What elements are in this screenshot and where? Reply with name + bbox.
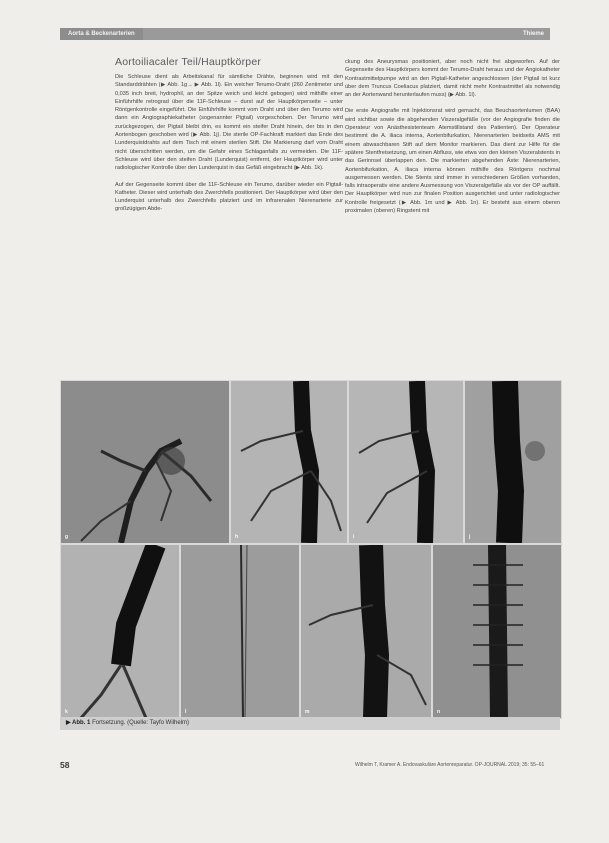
angiogram-image bbox=[61, 545, 179, 718]
footer-reference: Wilhelm T, Kramer A. Endovaskuläre Aortenreparatur. OP-JOURNAL 2019; 35: 55–61 bbox=[355, 762, 545, 768]
angiogram-panel-n bbox=[432, 544, 562, 719]
panel-label: m bbox=[305, 709, 310, 715]
angiogram-image bbox=[231, 381, 347, 543]
panel-label: h bbox=[235, 534, 239, 540]
article-title: Aortoiliacaler Teil/Hauptkörper bbox=[115, 56, 262, 68]
angiogram-image bbox=[301, 545, 431, 718]
angiogram-panel-i bbox=[348, 380, 464, 544]
panel-label: l bbox=[185, 709, 187, 715]
page-number: 58 bbox=[60, 760, 70, 770]
angiogram-panel-l bbox=[180, 544, 300, 719]
angiogram-image bbox=[465, 381, 561, 543]
paragraph: ckung des Aneurysmas positioniert, aber noch nicht frei abgeworfen. Auf der Gegenseite des Hauptkörpers kommt der Terumo-Draht heraus und der Angiokatheter Kontrastmittelpumpe wird an den Pigtail-Katheter angeschlossen (der Pigtail ist kurz über dem Truncus Coeliacus platziert, damit nicht mehr Kontrastmittel als notwendig an der Aortenwand herunterlaufen muss) (▶ Abb. 1l). bbox=[345, 59, 560, 99]
panel-label: g bbox=[65, 534, 69, 540]
header-bar bbox=[60, 28, 550, 40]
panel-label: n bbox=[437, 709, 441, 715]
right-text-column bbox=[345, 58, 560, 223]
angiogram-image bbox=[181, 545, 299, 718]
caption-text: Fortsetzung. (Quelle: Tayfo Wilhelm) bbox=[92, 720, 190, 726]
angiogram-panel-j bbox=[464, 380, 562, 544]
brand-logo: Thieme bbox=[522, 31, 544, 37]
paragraph: Auf der Gegenseite kommt über die 11F-Schleuse ein Terumo, darüber wieder ein Pigtail-Katheter. Dieser wird unterhalb des Zwerchfells positioniert. Der Hauptkörper wird über den Lunderquist unterhalb des Zwerchfells platziert und im infrarenalen Nierenarterie zur großzügigen Abde- bbox=[115, 181, 343, 213]
panel-label: k bbox=[65, 709, 68, 715]
figure-caption-bar bbox=[60, 717, 560, 730]
section-tab: Aorta & Beckenarterien bbox=[60, 28, 143, 40]
angiogram-panel-g bbox=[60, 380, 230, 544]
paragraph: Die erste Angiografie mit Injektionsrat wird gemacht, das Beuchaortenlumen (BAA) wird sichtbar sowie die abgehenden Viszeralgefäße (vor der Angiografie finden die Operateur von Anästhesistenteam Atemstillstand des Patienten). Der Operateur bestimmt die A. iliaca interna, Aortenbifurkation, Nierenarterien beidseits AMS mit einem abwaschbaren Stift auf dem Monitor markieren. Das dient zur Hilfe für die spätere Stentfreisetzung, um einen Abfluss, wie etwa von den kleinen Viszeralstents in das Gerinnsel überlappen den. Die markierten abgehenden Äste: Nierenarterien, Aortenbifurkation, A. iliaca interna können mithilfe des Röntgens nochmal ausgemessen werden. Die Stents sind immer in verschiedenen Größen vorhanden, falls intraoperativ eine andere Ausmessung von Viszeralgefäße als vor der OP auffällt. Der Hauptkörper wird nun zur finalen Position ausgerichtet und unter radiologischer Kontrolle freigesetzt (▶ Abb. 1m und ▶ Abb. 1n). Er besteht aus einem oberen proximalen (oberen) Ringstent mit bbox=[345, 108, 560, 215]
angiogram-image bbox=[61, 381, 229, 543]
caption-ref: ▶ Abb. 1 bbox=[66, 720, 91, 726]
panel-label: j bbox=[469, 534, 471, 540]
paragraph: Die Schleuse dient als Arbeitskanal für sämtliche Drähte, beginnen wird mit den Standarddrähten (▶ Abb. 1g→ ▶ Abb. 1l). Ein weicher Terumo-Draht (260 Zentimeter und 0,035 inch breit, hydrophil, an der Spitze weich und leicht gebogen) wird mithilfe einer Einführhilfe retrograd über die 11F-Schleuse – durst auf der Hauptkörperseite – unter Röntgenkontrolle eingeführt. Die Einführhilfe kommt vom Draht und über den Terumo wird dann ein Angiographiekatheter (sogenannter Pigtail) vorgeschoben. Der Terumo wird zurückgezogen, der Pigtail bleibt drin, es kommt ein steifer Draht hinein, der bis in den Aortenbogen geschoben wird (▶ Abb. 1j). Die sterile OP-Fachkraft markiert das Ende des Lunderquistdrahts auf dem Tisch mit einem sterilen Stift. Die Markierung darf vom Draht nicht überschritten werden, um die Gefahr eines Schlaganfalls zu vermeiden. Die 11F-Schleuse wird über den steifen Draht (Lunderquist) entfernt, der Hauptkörper wird unter radiologischer Kontrolle über den Lunderquist in das Gefäß eingebracht (▶ Abb. 1k). bbox=[115, 74, 343, 172]
angiogram-panel-k bbox=[60, 544, 180, 719]
angiogram-panel-h bbox=[230, 380, 348, 544]
angiography-figure bbox=[60, 380, 560, 717]
angiogram-image bbox=[349, 381, 463, 543]
left-text-column bbox=[115, 73, 343, 222]
angiogram-image bbox=[433, 545, 561, 718]
angiogram-panel-m bbox=[300, 544, 432, 719]
panel-label: i bbox=[353, 534, 355, 540]
figure-caption bbox=[66, 717, 189, 730]
